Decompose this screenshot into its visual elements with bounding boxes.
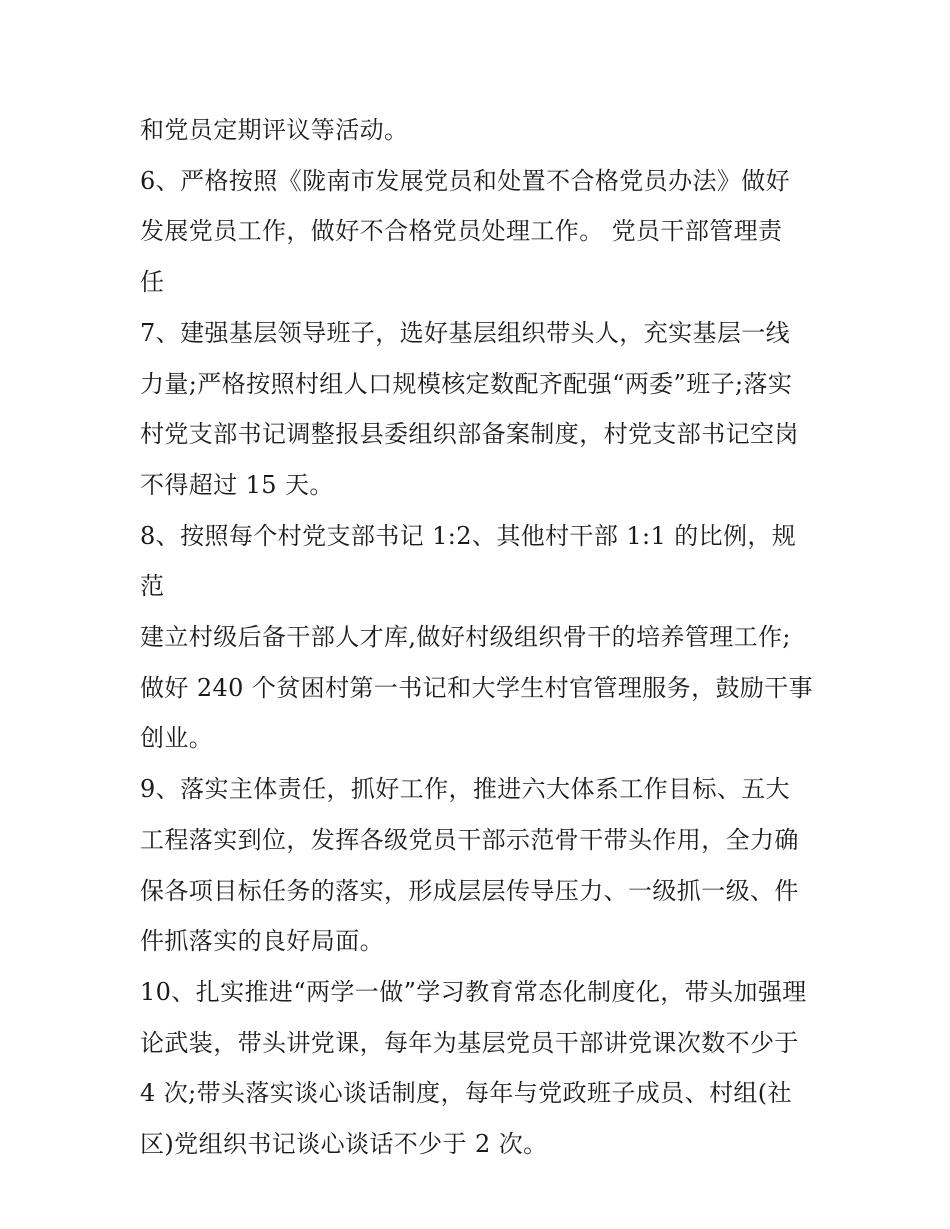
line: 6、严格按照《陇南市发展党员和处置不合格党员办法》做好 [140, 166, 791, 195]
line: 论武装，带头讲党课，每年为基层党员干部讲党课次数不少于 [140, 1028, 799, 1057]
line: 10、扎实推进“两学一做”学习教育常态化制度化，带头加强理 [140, 977, 807, 1006]
line: 件抓落实的良好局面。 [140, 927, 384, 956]
paragraph-item-7 [140, 308, 820, 511]
line: 4 次;带头落实谈心谈话制度，每年与党政班子成员、村组(社 [140, 1079, 792, 1108]
line: 7、建强基层领导班子，选好基层组织带头人，充实基层一线 [140, 318, 791, 347]
paragraph-continued [140, 105, 820, 156]
line: 不得超过 15 天。 [140, 470, 334, 499]
line: 创业。 [140, 724, 214, 753]
line: 村党支部书记调整报县委组织部备案制度，村党支部书记空岗 [140, 420, 799, 449]
line: 工程落实到位，发挥各级党员干部示范骨干带头作用，全力确 [140, 825, 799, 854]
line: 力量;严格按照村组人口规模核定数配齐配强“两委”班子;落实 [140, 369, 793, 398]
line: 保各项目标任务的落实，形成层层传导压力、一级抓一级、件 [140, 876, 799, 905]
line: 和党员定期评议等活动。 [140, 116, 409, 144]
line: 区)党组织书记谈心谈话不少于 2 次。 [140, 1130, 548, 1159]
line: 任 [140, 268, 165, 297]
line: 做好 240 个贫困村第一书记和大学生村官管理服务，鼓励干事 [140, 673, 814, 702]
line: 9、落实主体责任，抓好工作，推进六大体系工作目标、五大 [140, 775, 791, 804]
line: 8、按照每个村党支部书记 1:2、其他村干部 1:1 的比例，规范 [140, 521, 797, 601]
line: 发展党员工作，做好不合格党员处理工作。 党员干部管理责 [140, 217, 783, 246]
paragraph-item-6 [140, 156, 820, 308]
document-body [140, 105, 820, 1170]
line: 建立村级后备干部人才库,做好村级组织骨干的培养管理工作; [140, 623, 791, 652]
paragraph-item-8 [140, 511, 820, 765]
paragraph-item-10 [140, 967, 820, 1170]
paragraph-item-9 [140, 764, 820, 967]
